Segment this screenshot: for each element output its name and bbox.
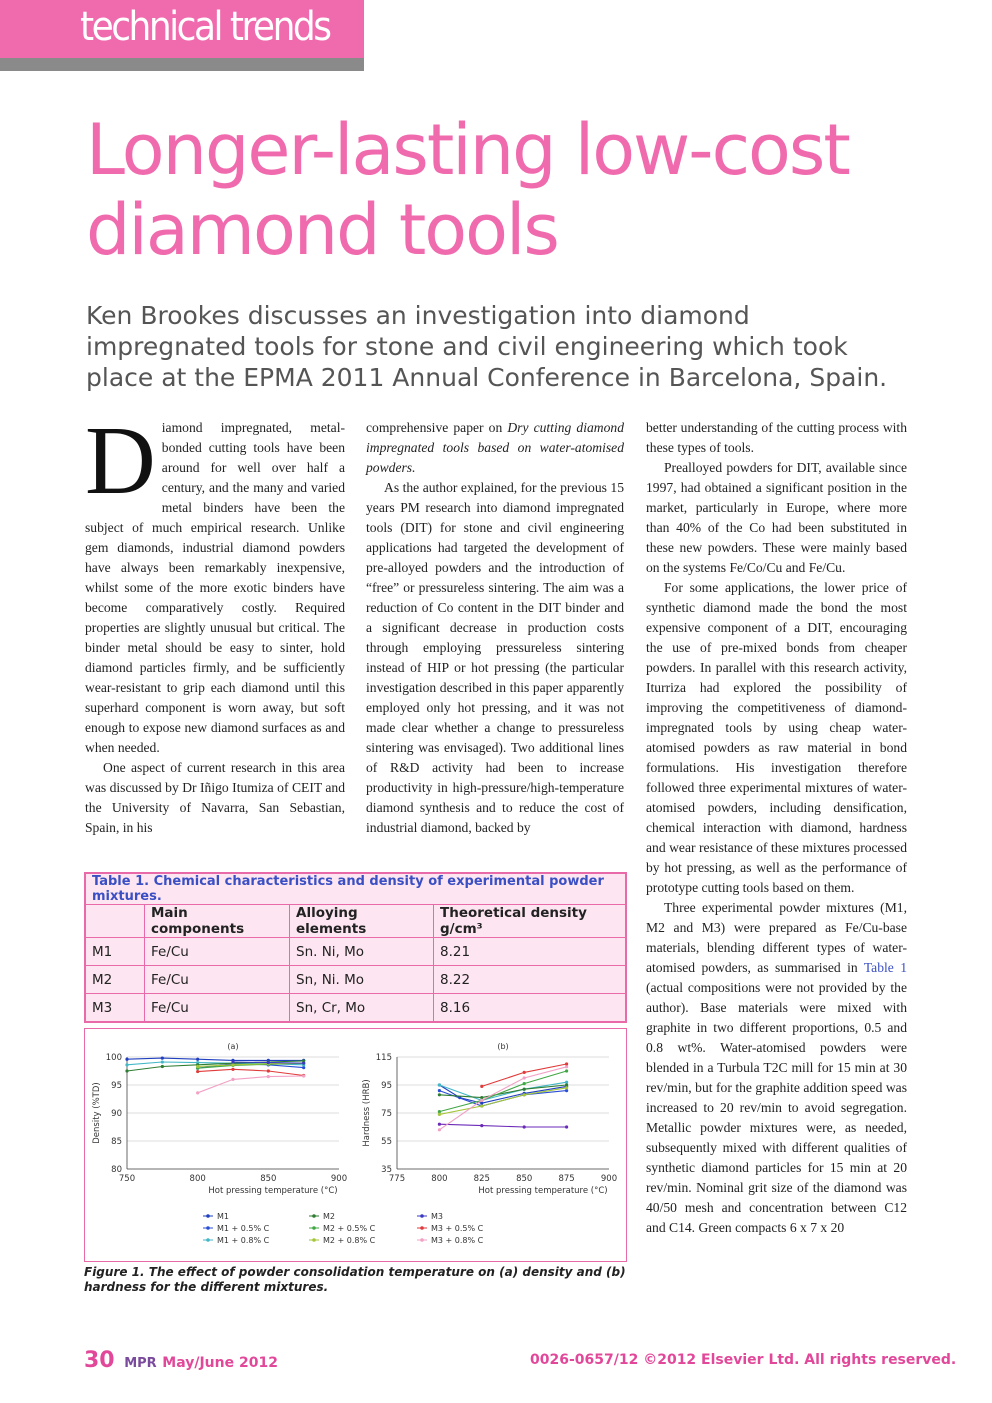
table-cell: Fe/Cu (145, 966, 290, 994)
magazine-logo: MPR (124, 1356, 157, 1371)
data-point (523, 1125, 526, 1128)
table-1 (84, 872, 627, 1023)
col1-paragraph-1: Diamond impregnated, metal-bonded cutting tools have been around for well over half a century, and the many and varied metal binders have been the subject of much empirical research. Unlike gem diamonds, industrial diamond powders have always been remarkably inexpensive, whilst some of the more exotic binders have become comparatively costly. Required properties are slightly unusual but critical. The binder metal should be easy to sinter, hold diamond particles firmly, and be sufficiently wear-resistant to grip each diamond until this superhard component is worn away, but soft enough to expose new diamond surfaces as and when needed. (85, 407, 345, 755)
table-cell: 8.21 (434, 938, 626, 966)
y-axis-label: Density (%TD) (92, 1082, 102, 1144)
figure-caption: Figure 1. The effect of powder consolidation temperature on (a) density and (b) hardness for the different mixtures. (84, 1265, 626, 1294)
data-point (438, 1110, 441, 1113)
legend-marker (312, 1238, 316, 1242)
figure-1-charts (85, 1029, 626, 1261)
series-line (198, 1076, 304, 1093)
data-point (125, 1063, 128, 1066)
data-point (438, 1113, 441, 1116)
legend-marker (420, 1226, 424, 1230)
data-point (125, 1069, 128, 1072)
table-row (86, 966, 626, 994)
legend-label: M3 (431, 1212, 443, 1221)
data-point (161, 1065, 164, 1068)
article-title (86, 110, 966, 270)
data-point (161, 1057, 164, 1060)
data-point (231, 1060, 234, 1063)
data-point (480, 1102, 483, 1105)
table-cell: M2 (86, 966, 145, 994)
table-cell: Fe/Cu (145, 938, 290, 966)
legend-marker (206, 1238, 210, 1242)
data-point (523, 1071, 526, 1074)
table-cell: M3 (86, 994, 145, 1022)
standfirst: Ken Brookes discusses an investigation into diamond impregnated tools for stone and civil engineering which took place at the EPMA 2011 Annual Conference in Barcelona, Spain. (86, 301, 888, 392)
page-number: 30 (84, 1348, 115, 1373)
data-point (565, 1065, 568, 1068)
legend-label: M1 + 0.5% C (217, 1224, 270, 1233)
table-cell: Sn. Ni, Mo (290, 938, 434, 966)
y-tick-label: 75 (381, 1109, 392, 1119)
col2-paragraph-1: comprehensive paper on Dry cutting diamond impregnated tools based on water-atomised powders. (366, 420, 624, 475)
y-tick-label: 100 (105, 1053, 122, 1063)
y-tick-label: 115 (375, 1053, 392, 1063)
series-line (127, 1058, 304, 1060)
col1-paragraph-2: One aspect of current research in this area was discussed by Dr Iñigo Itumiza of CEIT and the University of Navarra, San Sebastian, Spain, in his (85, 760, 345, 835)
legend-marker (206, 1226, 210, 1230)
figure-1 (84, 1028, 627, 1262)
issue-date: May/June 2012 (162, 1355, 278, 1371)
y-tick-label: 55 (381, 1137, 392, 1147)
table-cell: Fe/Cu (145, 994, 290, 1022)
data-point (523, 1088, 526, 1091)
chart-title: (a) (227, 1042, 239, 1051)
table-cell: Sn, Ni. Mo (290, 966, 434, 994)
chart-title: (b) (497, 1042, 509, 1051)
table-header-cell: Theoretical density g/cm³ (434, 905, 626, 938)
data-point (267, 1061, 270, 1064)
table-cell: 8.22 (434, 966, 626, 994)
table-header-cell (86, 905, 145, 938)
legend-marker (312, 1226, 316, 1230)
table-row (86, 938, 626, 966)
data-point (231, 1068, 234, 1071)
series-line (198, 1069, 304, 1075)
legend-marker (420, 1214, 424, 1218)
data-point (480, 1096, 483, 1099)
footer-copyright: 0026-0657/12 ©2012 Elsevier Ltd. All rights reserved. (530, 1352, 957, 1368)
x-axis-label: Hot pressing temperature (°C) (208, 1186, 338, 1196)
data-point (196, 1091, 199, 1094)
data-point (565, 1062, 568, 1065)
table-caption: Table 1. Chemical characteristics and density of experimental powder mixtures. (86, 874, 626, 905)
data-point (565, 1089, 568, 1092)
data-point (302, 1062, 305, 1065)
legend-marker (420, 1238, 424, 1242)
data-point (196, 1070, 199, 1073)
data-point (565, 1083, 568, 1086)
x-tick-label: 800 (189, 1174, 206, 1184)
data-point (231, 1063, 234, 1066)
section-tag: technical trends (0, 0, 364, 58)
table-cell: M1 (86, 938, 145, 966)
legend-marker (206, 1214, 210, 1218)
data-point (523, 1076, 526, 1079)
paper-title: Dry cutting diamond impregnated tools based on water-atomised powders. (366, 420, 624, 475)
x-tick-label: 900 (600, 1174, 618, 1184)
x-axis-label: Hot pressing temperature (°C) (478, 1186, 608, 1196)
x-tick-label: 875 (558, 1174, 575, 1184)
column-3 (646, 418, 907, 1238)
table-header-row (86, 905, 626, 938)
data-point (302, 1074, 305, 1077)
title-line-2: diamond tools (86, 189, 558, 271)
data-point (480, 1104, 483, 1107)
y-tick-label: 95 (381, 1081, 392, 1091)
x-tick-label: 775 (388, 1174, 406, 1184)
data-point (125, 1058, 128, 1061)
y-tick-label: 95 (111, 1081, 122, 1091)
footer-left (84, 1348, 278, 1373)
x-tick-label: 850 (260, 1174, 277, 1184)
data-point (438, 1093, 441, 1096)
series-line (439, 1124, 566, 1127)
title-line-1: Longer-lasting low-cost (86, 109, 849, 191)
legend-label: M1 + 0.8% C (217, 1236, 270, 1245)
table-row (86, 994, 626, 1022)
table-cell: Sn, Cr, Mo (290, 994, 434, 1022)
table-header-cell: Alloying elements (290, 905, 434, 938)
x-tick-label: 800 (431, 1174, 448, 1184)
table-1-link[interactable]: Table 1 (863, 960, 907, 975)
legend-label: M3 + 0.5% C (431, 1224, 484, 1233)
data-point (267, 1069, 270, 1072)
y-tick-label: 80 (111, 1165, 122, 1175)
data-point (196, 1058, 199, 1061)
data-point (438, 1083, 441, 1086)
data-point (480, 1085, 483, 1088)
data-point (161, 1060, 164, 1063)
x-tick-label: 750 (118, 1174, 136, 1184)
y-tick-label: 85 (111, 1137, 122, 1147)
legend-label: M2 + 0.5% C (323, 1224, 376, 1233)
data-point (565, 1125, 568, 1128)
legend-label: M2 (323, 1212, 335, 1221)
col3-paragraph-4: Three experimental powder mixtures (M1, M2 and M3) were prepared as Fe/Cu-base materials, blending different types of water-atomised powders, as summarised in Table 1 (actual compositions were not provided by the author). Base materials were mixed with graphite in two different proportions, 0.5 and 0.8 wt%. Water-atomised powders were blended in a Turbula T2C mill for 15 min at 30 rev/min, but for the graphite addition speed was increased to 20 rev/min to avoid segregation. Metallic powder mixtures were, as needed, subsequently mixed with different qualities of synthetic diamond particles for 15 min at 20 rev/min. Nominal grit size of the diamond was 40/50 mesh and concentration between C12 and C14. Green compacts 6 x 7 x 20 (646, 900, 907, 1235)
data-point (523, 1093, 526, 1096)
col2-paragraph-2: As the author explained, for the previous 15 years PM research into diamond impregnated tools (DIT) for stone and civil engineering applications had targeted the development of pre-alloyed powders and the introduction of “free” or pressureless sintering. The aim was a reduction of Co content in the DIT binder and a significant decrease in production costs through employing pressureless sintering instead of HIP or hot pressing (the particular investigation described in this paper apparently employed only hot pressing, and it was not made clear whether a change to pressureless sintering was envisaged). Two additional lines of R&D activity had been to increase productivity in high-pressure/high-temperature diamond synthesis and to reduce the cost of industrial diamond, backed by (366, 480, 624, 835)
section-tag-bar (0, 58, 364, 71)
data-point (565, 1081, 568, 1084)
data-point (565, 1086, 568, 1089)
y-tick-label: 90 (111, 1109, 122, 1119)
x-tick-label: 850 (516, 1174, 533, 1184)
x-tick-label: 825 (473, 1174, 490, 1184)
data-point (480, 1124, 483, 1127)
data-point (231, 1078, 234, 1081)
y-tick-label: 35 (381, 1165, 392, 1175)
y-axis-label: Hardness (HRB) (362, 1079, 372, 1147)
data-point (302, 1066, 305, 1069)
x-tick-label: 900 (330, 1174, 348, 1184)
data-point (565, 1069, 568, 1072)
legend-marker (312, 1214, 316, 1218)
data-point (438, 1128, 441, 1131)
data-point (480, 1099, 483, 1102)
col3-paragraph-1: better understanding of the cutting process with these types of tools. (646, 420, 907, 455)
data-point (438, 1123, 441, 1126)
legend-label: M3 + 0.8% C (431, 1236, 484, 1245)
column-1 (85, 407, 345, 838)
col3-paragraph-3: For some applications, the lower price of synthetic diamond made the bond the most expensive component of a DIT, encouraging the use of pre-mixed bonds from cheaper powders. In parallel with this research activity, Iturriza had explored the possibility of improving the competitiveness of diamond-impregnated tools by using cheap water-atomised powders as raw material in bond formulations. His investigation therefore followed three experimental mixtures of water-atomised powders, including densification, chemical interaction with diamond, hardness and wear resistance of these mixtures processed by hot pressing, as well as the performance of prototype cutting tools based on them. (646, 580, 907, 895)
data-point (196, 1065, 199, 1068)
legend-label: M2 + 0.8% C (323, 1236, 376, 1245)
table-cell: 8.16 (434, 994, 626, 1022)
table-header-cell: Main components (145, 905, 290, 938)
data-point (523, 1082, 526, 1085)
data-point (267, 1075, 270, 1078)
column-2 (366, 418, 624, 838)
drop-cap: D (85, 407, 156, 515)
data-point (438, 1089, 441, 1092)
col3-paragraph-2: Prealloyed powders for DIT, available since 1997, had obtained a significant position in the market, particularly in Europe, where more than 40% of the Co had been substituted in these new powders. These were mainly based on the systems Fe/Co/Cu and Fe/Cu. (646, 460, 907, 575)
legend-label: M1 (217, 1212, 229, 1221)
